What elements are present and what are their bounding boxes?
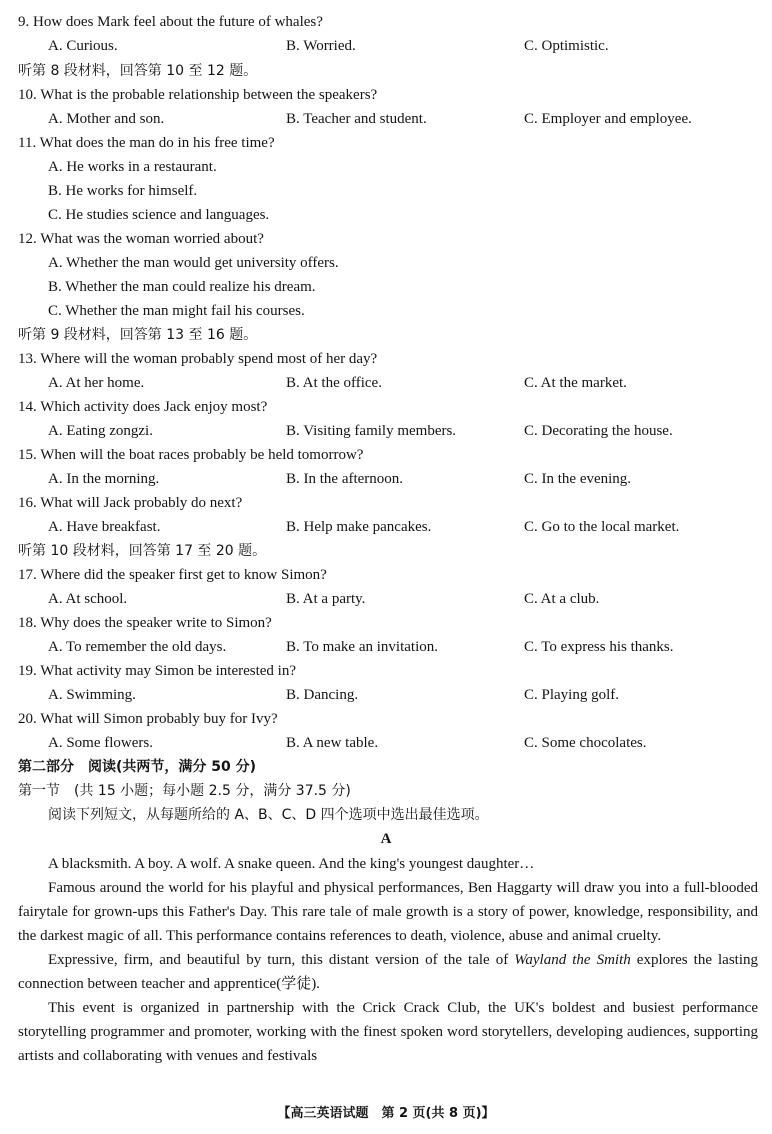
passage-title: A	[380, 831, 392, 847]
passage-p3-text: Expressive, firm, and beautiful by turn, this distant version of the tale of	[48, 952, 515, 968]
option-19b: B. Dancing.	[286, 687, 359, 703]
reading-instruction: 阅读下列短文，从每题所给的 A、B、C、D 四个选项中选出最佳选项。	[48, 807, 489, 823]
part-2-heading: 第二部分 阅读(共两节，满分 50 分)	[18, 759, 257, 775]
option-9b: B. Worried.	[286, 38, 356, 54]
question-18: 18. Why does the speaker write to Simon?	[18, 615, 272, 631]
section-9-heading: 听第 9 段材料，回答第 13 至 16 题。	[18, 327, 258, 343]
question-10: 10. What is the probable relationship between the speakers?	[18, 87, 378, 103]
option-20c: C. Some chocolates.	[524, 735, 647, 751]
option-13a: A. At her home.	[48, 375, 145, 391]
option-18a: A. To remember the old days.	[48, 639, 227, 655]
option-11a: A. He works in a restaurant.	[48, 159, 217, 175]
passage-paragraph-3	[18, 948, 758, 996]
question-12: 12. What was the woman worried about?	[18, 231, 264, 247]
option-14b: B. Visiting family members.	[286, 423, 457, 439]
passage-p3-title: Wayland the Smith	[514, 952, 631, 968]
option-13c: C. At the market.	[524, 375, 627, 391]
option-11b: B. He works for himself.	[48, 183, 198, 199]
option-20a: A. Some flowers.	[48, 735, 153, 751]
option-16c: C. Go to the local market.	[524, 519, 680, 535]
option-10a: A. Mother and son.	[48, 111, 165, 127]
passage-paragraph-2: Famous around the world for his playful and physical performances, Ben Haggarty will draw you into a full-blooded fairytale for grown-ups this Father's Day. This rare tale of male growth is a story of power, knowledge, responsibility, and the darkest magic of all. This performance contains references to death, violence, abuse and animal cruelty.	[18, 880, 758, 944]
option-15a: A. In the morning.	[48, 471, 160, 487]
option-9a: A. Curious.	[48, 38, 118, 54]
section-1-heading: 第一节 (共 15 小题；每小题 2.5 分，满分 37.5 分)	[18, 783, 351, 799]
option-14c: C. Decorating the house.	[524, 423, 673, 439]
question-20: 20. What will Simon probably buy for Ivy?	[18, 711, 278, 727]
option-19a: A. Swimming.	[48, 687, 136, 703]
option-10b: B. Teacher and student.	[286, 111, 427, 127]
option-16a: A. Have breakfast.	[48, 519, 161, 535]
option-17a: A. At school.	[48, 591, 128, 607]
option-13b: B. At the office.	[286, 375, 382, 391]
question-17: 17. Where did the speaker first get to know Simon?	[18, 567, 327, 583]
question-19: 19. What activity may Simon be interested in?	[18, 663, 296, 679]
question-14: 14. Which activity does Jack enjoy most?	[18, 399, 268, 415]
passage-a	[18, 852, 758, 1068]
option-11c: C. He studies science and languages.	[48, 207, 270, 223]
page-footer: 【高三英语试题 第 2 页(共 8 页)】	[277, 1106, 495, 1121]
question-9: 9. How does Mark feel about the future of whales?	[18, 14, 323, 30]
passage-paragraph-4: This event is organized in partnership with the Crick Crack Club, the UK's boldest and busiest performance storytelling programmer and promoter, working with the finest spoken word storytellers, developing audiences, supporting artists and collaborating with venues and festivals	[18, 1000, 758, 1064]
option-12a: A. Whether the man would get university offers.	[48, 255, 339, 271]
option-20b: B. A new table.	[286, 735, 379, 751]
passage-paragraph-1: A blacksmith. A boy. A wolf. A snake queen. And the king's youngest daughter…	[48, 856, 535, 872]
option-14a: A. Eating zongzi.	[48, 423, 153, 439]
question-11: 11. What does the man do in his free time?	[18, 135, 275, 151]
section-8-heading: 听第 8 段材料，回答第 10 至 12 题。	[18, 63, 258, 79]
passage-p3-text-end: explores the lasting connection between teacher and apprentice(学徒).	[18, 952, 759, 992]
option-18b: B. To make an invitation.	[286, 639, 438, 655]
option-10c: C. Employer and employee.	[524, 111, 692, 127]
option-17c: C. At a club.	[524, 591, 600, 607]
section-10-heading: 听第 10 段材料，回答第 17 至 20 题。	[18, 543, 267, 559]
option-12b: B. Whether the man could realize his dream.	[48, 279, 316, 295]
option-18c: C. To express his thanks.	[524, 639, 674, 655]
option-16b: B. Help make pancakes.	[286, 519, 432, 535]
option-9c: C. Optimistic.	[524, 38, 609, 54]
option-17b: B. At a party.	[286, 591, 366, 607]
question-15: 15. When will the boat races probably be held tomorrow?	[18, 447, 364, 463]
option-15b: B. In the afternoon.	[286, 471, 404, 487]
option-19c: C. Playing golf.	[524, 687, 620, 703]
option-15c: C. In the evening.	[524, 471, 632, 487]
question-13: 13. Where will the woman probably spend most of her day?	[18, 351, 378, 367]
option-12c: C. Whether the man might fail his courses.	[48, 303, 305, 319]
question-16: 16. What will Jack probably do next?	[18, 495, 243, 511]
